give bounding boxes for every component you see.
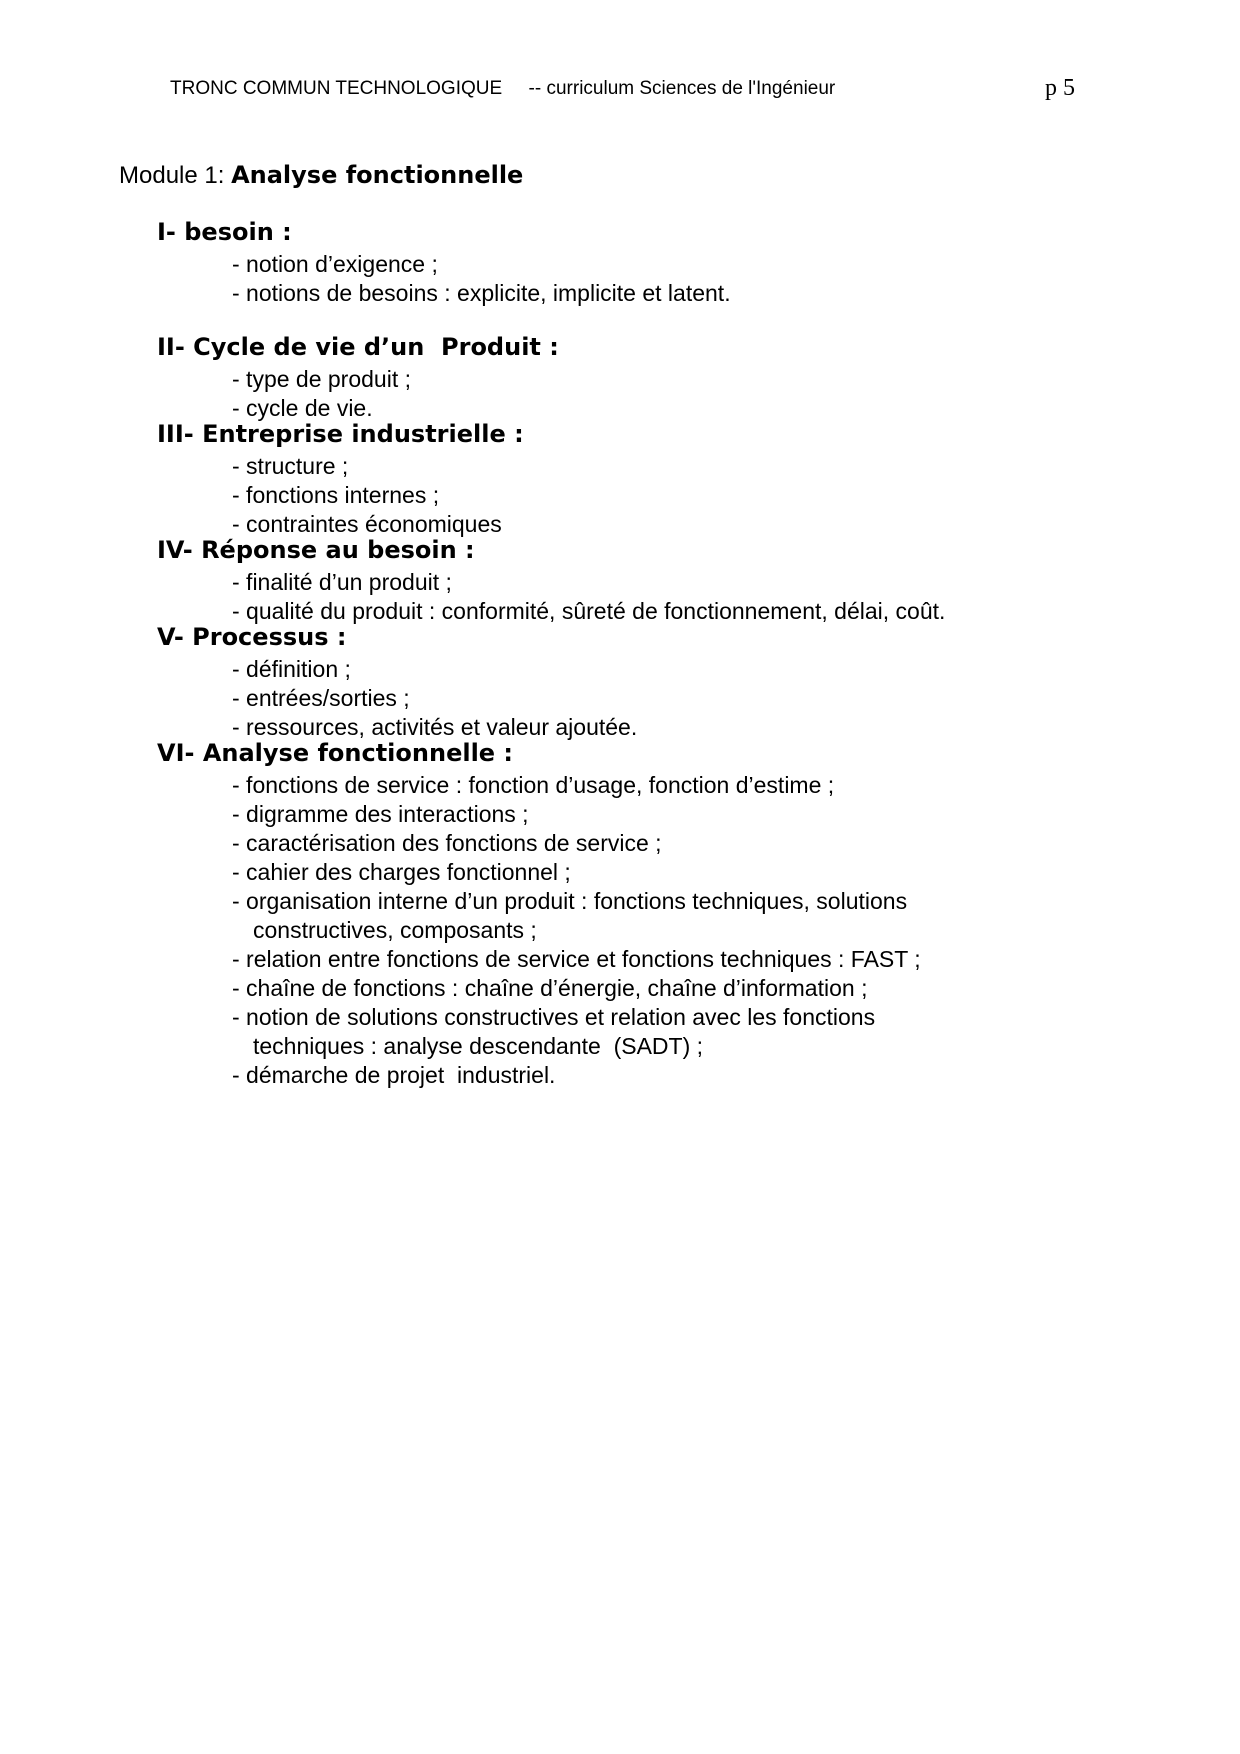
list-item: - chaîne de fonctions : chaîne d’énergie, chaîne d’information ; (232, 975, 868, 1001)
section-heading: IV- Réponse au besoin : (157, 536, 475, 564)
list-item: - type de produit ; (232, 366, 411, 392)
section-heading: V- Processus : (157, 623, 347, 651)
list-item: - cahier des charges fonctionnel ; (232, 859, 571, 885)
list-item: - définition ; (232, 656, 351, 682)
list-item: - notion de solutions constructives et relation avec les fonctions (232, 1004, 876, 1030)
list-item: - démarche de projet industriel. (232, 1062, 556, 1088)
list-item: - fonctions internes ; (232, 482, 440, 508)
module-name: Analyse fonctionnelle (231, 161, 524, 189)
list-item: - ressources, activités et valeur ajoutée. (232, 714, 638, 740)
list-item: - cycle de vie. (232, 395, 373, 421)
section-heading: VI- Analyse fonctionnelle : (157, 739, 514, 767)
list-item: - qualité du produit : conformité, sûreté de fonctionnement, délai, coût. (232, 598, 946, 624)
list-item: - finalité d’un produit ; (232, 569, 452, 595)
list-item-continuation: techniques : analyse descendante (SADT) ; (253, 1033, 704, 1059)
section-heading: III- Entreprise industrielle : (157, 420, 524, 448)
section-heading: II- Cycle de vie d’un Produit : (157, 333, 559, 361)
list-item: - organisation interne d’un produit : fonctions techniques, solutions (232, 888, 908, 914)
page-header (0, 77, 1240, 105)
list-item: - notion d’exigence ; (232, 251, 438, 277)
module-title (119, 160, 523, 191)
page-number: p 5 (1045, 75, 1075, 101)
list-item-continuation: constructives, composants ; (253, 917, 537, 943)
list-item: - notions de besoins : explicite, implicite et latent. (232, 280, 731, 306)
section-heading: I- besoin : (157, 218, 292, 246)
list-item: - relation entre fonctions de service et fonctions techniques : FAST ; (232, 946, 921, 972)
module-prefix: Module 1: (119, 162, 232, 189)
list-item: - caractérisation des fonctions de service ; (232, 830, 662, 856)
list-item: - entrées/sorties ; (232, 685, 410, 711)
list-item: - structure ; (232, 453, 349, 479)
list-item: - fonctions de service : fonction d’usage, fonction d’estime ; (232, 772, 835, 798)
header-title: TRONC COMMUN TECHNOLOGIQUE -- curriculum Sciences de l'Ingénieur (170, 78, 836, 99)
list-item: - digramme des interactions ; (232, 801, 529, 827)
list-item: - contraintes économiques (232, 511, 502, 537)
